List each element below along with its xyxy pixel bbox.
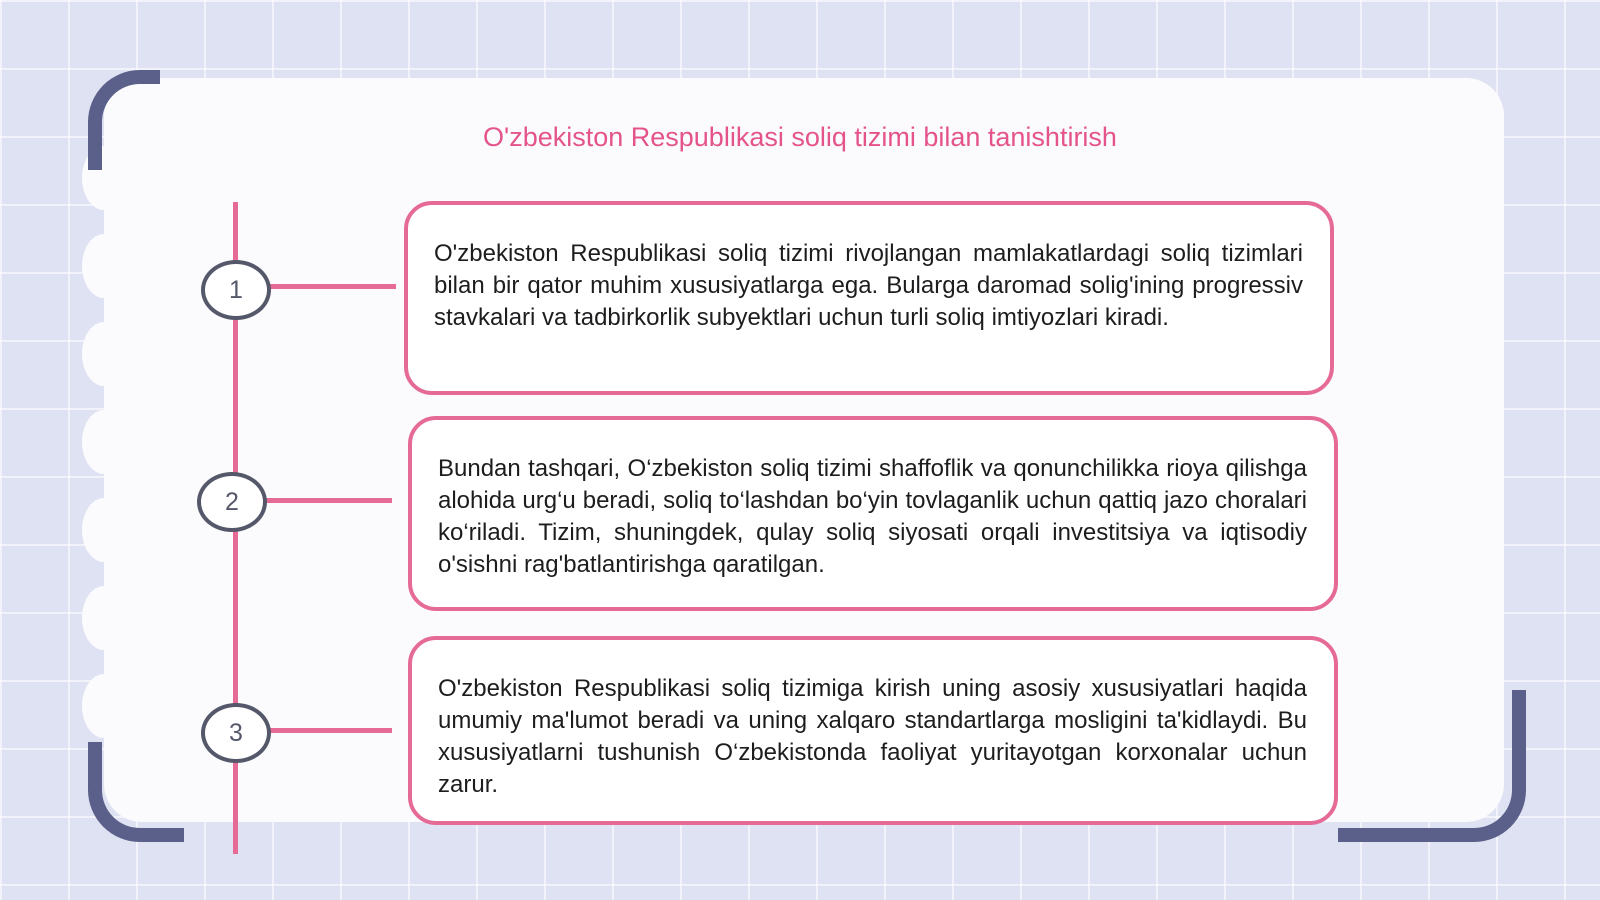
- frame-corner-bottom-left: [88, 742, 184, 842]
- paper-scallop: [82, 586, 126, 650]
- timeline-connector: [266, 728, 392, 733]
- timeline-connector: [266, 284, 396, 289]
- step-number-1: 1: [201, 260, 271, 320]
- card-text: O'zbekiston Respublikasi soliq tizimiga kirish uning asosiy xususiyatlari haqida umumiy ma'lumot beradi va uning xalqaro standartlarga mosligini ta'kidlaydi. Bu xususiyatlarni tushunish O‘zbekistonda faoliyat yuritayotgan korxonalar uchun zarur.: [438, 675, 1307, 798]
- frame-corner-top-left: [88, 70, 160, 170]
- step-number-3: 3: [201, 703, 271, 763]
- timeline-connector: [262, 498, 392, 503]
- paper-scallop: [82, 322, 126, 386]
- info-card-2: [408, 416, 1338, 611]
- slide-title: O'zbekiston Respublikasi soliq tizimi bilan tanishtirish: [483, 122, 1117, 152]
- step-number-2: 2: [197, 472, 267, 532]
- info-card-3: [408, 636, 1338, 825]
- frame-corner-bottom-right: [1338, 690, 1526, 842]
- card-text: Bundan tashqari, O‘zbekiston soliq tizimi shaffoflik va qonunchilikka rioya qilishga alohida urg‘u beradi, soliq to‘lashdan bo‘yin tovlaganlik uchun qattiq jazo choralari ko‘riladi. Tizim, shuningdek, qulay soliq siyosati orqali investitsiya va iqtisodiy o'sishni rag'batlantirishga qaratilgan.: [438, 455, 1307, 578]
- card-text: O'zbekiston Respublikasi soliq tizimi rivojlangan mamlakatlardagi soliq tizimlari bilan bir qator muhim xususiyatlarga ega. Bularga daromad solig'ining progressiv stavkalari va tadbirkorlik subyektlari uchun turli soliq imtiyozlari kiradi.: [434, 240, 1303, 331]
- info-card-1: [404, 201, 1334, 395]
- paper-scallop: [82, 674, 126, 738]
- paper-scallop: [82, 410, 126, 474]
- paper-scallop: [82, 234, 126, 298]
- paper-scallop: [82, 498, 126, 562]
